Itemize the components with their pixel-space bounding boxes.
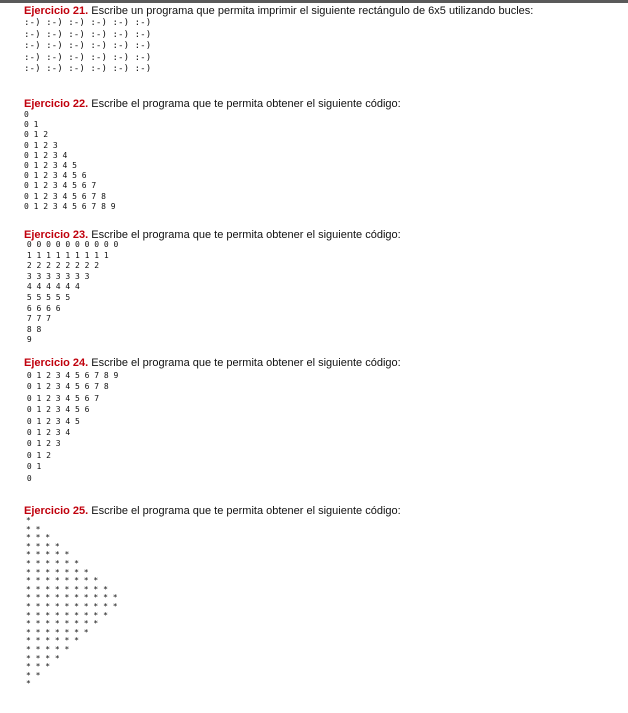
exercise-22-output: 0 0 1 0 1 2 0 1 2 3 0 1 2 3 4 0 1 2 3 4 5 0 1 2 3 4 5 6 0 1 2 3 4 5 6 7 0 1 2 3 4 5 6 7 8 0 1 2 3 4 5 6 7 8 9 bbox=[24, 110, 116, 211]
exercise-23-output: 0 0 0 0 0 0 0 0 0 0 1 1 1 1 1 1 1 1 1 2 2 2 2 2 2 2 2 3 3 3 3 3 3 3 4 4 4 4 4 4 5 5 5 5 5 6 6 6 6 7 7 7 8 8 9 bbox=[26, 240, 119, 345]
exercise-24-output: 0 1 2 3 4 5 6 7 8 9 0 1 2 3 4 5 6 7 8 0 1 2 3 4 5 6 7 0 1 2 3 4 5 6 0 1 2 3 4 5 0 1 2 3 4 0 1 2 3 0 1 2 0 1 0 bbox=[26, 371, 119, 483]
exercise-24-statement: Escribe el programa que te permita obtener el siguiente código: bbox=[88, 357, 401, 369]
exercise-21-output: :-) :-) :-) :-) :-) :-) :-) :-) :-) :-) :-) :-) :-) :-) :-) :-) :-) :-) :-) :-) :-) :-) :-) :-) :-) :-) :-) :-) :-) :-) bbox=[24, 17, 152, 75]
exercise-21-number: Ejercicio 21. bbox=[24, 5, 89, 17]
exercise-25-output: * * * * * * * * * * * * * * * * * * * * * * * * * * * * * * * * * * * * * * * * * * * * * * * * * * * * * * * * * * * * * * * * * * * * * * * * * * * * * * * * * * * * * * * * * * * * * * * * * * * * * * * * * * * * * * bbox=[26, 516, 118, 689]
top-border bbox=[0, 0, 628, 3]
exercise-25-statement: Escribe el programa que te permita obtener el siguiente código: bbox=[88, 505, 401, 517]
exercise-25-number: Ejercicio 25. bbox=[24, 505, 89, 517]
exercise-23-number: Ejercicio 23. bbox=[24, 229, 89, 241]
exercise-24-title bbox=[24, 357, 401, 370]
exercise-24-number: Ejercicio 24. bbox=[24, 357, 89, 369]
exercise-22-statement: Escribe el programa que te permita obtener el siguiente código: bbox=[88, 98, 401, 110]
exercise-22-number: Ejercicio 22. bbox=[24, 98, 89, 110]
exercise-21-statement: Escribe un programa que permita imprimir el siguiente rectángulo de 6x5 utilizando bucles: bbox=[88, 5, 534, 17]
exercise-23-statement: Escribe el programa que te permita obtener el siguiente código: bbox=[88, 229, 401, 241]
